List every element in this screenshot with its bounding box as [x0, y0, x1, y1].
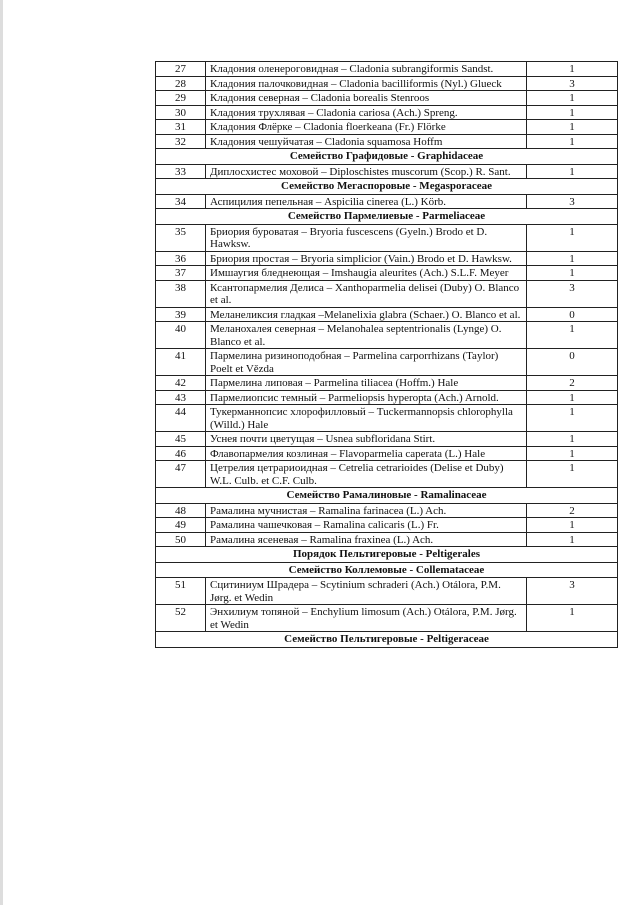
table-row	[156, 432, 618, 447]
table-row	[156, 62, 618, 77]
status-value: 1	[527, 461, 618, 488]
species-name: Ксантопармелия Делиса – Xanthoparmelia delisei (Duby) O. Blanco et al.	[206, 280, 527, 307]
table-row	[156, 266, 618, 281]
row-number: 38	[156, 280, 206, 307]
table-row	[156, 405, 618, 432]
family-header: Семейство Рамалиновые - Ramalinaceae	[156, 488, 618, 504]
family-header: Семейство Коллемовые - Collemataceae	[156, 562, 618, 578]
row-number: 44	[156, 405, 206, 432]
table-row	[156, 605, 618, 632]
row-number: 41	[156, 349, 206, 376]
family-header: Семейство Мегаспоровые - Megasporaceae	[156, 179, 618, 195]
row-number: 43	[156, 390, 206, 405]
row-number: 28	[156, 76, 206, 91]
row-number: 52	[156, 605, 206, 632]
species-name: Аспицилия пепельная – Aspicilia cinerea (L.) Körb.	[206, 194, 527, 209]
row-number: 36	[156, 251, 206, 266]
status-value: 0	[527, 307, 618, 322]
table-body	[156, 62, 618, 648]
species-name: Бриория простая – Bryoria simplicior (Vain.) Brodo et D. Hawksw.	[206, 251, 527, 266]
table-row	[156, 578, 618, 605]
status-value: 1	[527, 134, 618, 149]
species-name: Бриория буроватая – Bryoria fuscescens (Gyeln.) Brodo et D. Hawksw.	[206, 224, 527, 251]
family-header-row	[156, 562, 618, 578]
table-row	[156, 76, 618, 91]
species-name: Флавопармелия козлиная – Flavoparmelia caperata (L.) Hale	[206, 446, 527, 461]
species-name: Кладония Флёрке – Cladonia floerkeana (Fr.) Flörke	[206, 120, 527, 135]
row-number: 51	[156, 578, 206, 605]
table-row	[156, 224, 618, 251]
status-value: 0	[527, 349, 618, 376]
table-row	[156, 390, 618, 405]
status-value: 1	[527, 251, 618, 266]
table-row	[156, 307, 618, 322]
family-header: Порядок Пельтигеровые - Peltigerales	[156, 547, 618, 563]
table-row	[156, 164, 618, 179]
species-name: Кладония северная – Cladonia borealis Stenroos	[206, 91, 527, 106]
status-value: 1	[527, 120, 618, 135]
status-value: 1	[527, 532, 618, 547]
table-row	[156, 91, 618, 106]
status-value: 1	[527, 266, 618, 281]
family-header-row	[156, 179, 618, 195]
status-value: 1	[527, 164, 618, 179]
family-header-row	[156, 209, 618, 225]
row-number: 37	[156, 266, 206, 281]
row-number: 29	[156, 91, 206, 106]
row-number: 46	[156, 446, 206, 461]
row-number: 31	[156, 120, 206, 135]
row-number: 30	[156, 105, 206, 120]
species-name: Кладония палочковидная – Cladonia bacilliformis (Nyl.) Glueck	[206, 76, 527, 91]
status-value: 3	[527, 76, 618, 91]
family-header: Семейство Пельтигеровые - Peltigeraceae	[156, 632, 618, 648]
status-value: 1	[527, 224, 618, 251]
species-name: Рамалина чашечковая – Ramalina calicaris (L.) Fr.	[206, 518, 527, 533]
table-row	[156, 280, 618, 307]
status-value: 1	[527, 405, 618, 432]
row-number: 34	[156, 194, 206, 209]
status-value: 1	[527, 390, 618, 405]
table-row	[156, 446, 618, 461]
table-row	[156, 349, 618, 376]
row-number: 39	[156, 307, 206, 322]
species-name: Кладония оленерогoвидная – Cladonia subrangiformis Sandst.	[206, 62, 527, 77]
species-name: Меланеликсия гладкая –Melanelixia glabra (Schaer.) O. Blanco et al.	[206, 307, 527, 322]
species-name: Кладония чешуйчатая – Cladonia squamosa Hoffm	[206, 134, 527, 149]
species-name: Рамалина ясеневая – Ramalina fraxinea (L.) Ach.	[206, 532, 527, 547]
row-number: 35	[156, 224, 206, 251]
table-row	[156, 134, 618, 149]
row-number: 42	[156, 376, 206, 391]
row-number: 27	[156, 62, 206, 77]
status-value: 1	[527, 91, 618, 106]
scan-edge	[0, 0, 3, 905]
species-name: Диплосхистес моховой – Diploschistes muscorum (Scop.) R. Sant.	[206, 164, 527, 179]
species-name: Уснея почти цветущая – Usnea subfloridana Stirt.	[206, 432, 527, 447]
species-name: Пармелина липовая – Parmelina tiliacea (Hoffm.) Hale	[206, 376, 527, 391]
status-value: 1	[527, 605, 618, 632]
row-number: 49	[156, 518, 206, 533]
species-name: Пармелина ризиноподобная – Parmelina carporrhizans (Taylor) Poelt et Vězda	[206, 349, 527, 376]
table-row	[156, 120, 618, 135]
status-value: 3	[527, 194, 618, 209]
table-row	[156, 322, 618, 349]
family-header-row	[156, 488, 618, 504]
row-number: 47	[156, 461, 206, 488]
table-row	[156, 461, 618, 488]
status-value: 3	[527, 280, 618, 307]
status-value: 3	[527, 578, 618, 605]
species-name: Цетрелия цетрариоидная – Cetrelia cetrarioides (Delise et Duby) W.L. Culb. et C.F. Culb.	[206, 461, 527, 488]
row-number: 50	[156, 532, 206, 547]
status-value: 1	[527, 322, 618, 349]
family-header-row	[156, 149, 618, 165]
species-name: Тукерманнопсис хлорофилловый – Tuckermannopsis chlorophylla (Willd.) Hale	[206, 405, 527, 432]
species-name: Имшаугия бледнеющая – Imshaugia aleurites (Ach.) S.L.F. Meyer	[206, 266, 527, 281]
table-row	[156, 376, 618, 391]
family-header: Семейство Пармелиевые - Parmeliaceae	[156, 209, 618, 225]
species-name: Пармелиопсис темный – Parmeliopsis hyperopta (Ach.) Arnold.	[206, 390, 527, 405]
status-value: 1	[527, 105, 618, 120]
status-value: 2	[527, 503, 618, 518]
lichen-species-table	[155, 61, 618, 648]
family-header: Семейство Графидовые - Graphidaceae	[156, 149, 618, 165]
family-header-row	[156, 632, 618, 648]
family-header-row	[156, 547, 618, 563]
row-number: 48	[156, 503, 206, 518]
status-value: 1	[527, 446, 618, 461]
status-value: 1	[527, 432, 618, 447]
table-row	[156, 251, 618, 266]
row-number: 45	[156, 432, 206, 447]
table-row	[156, 105, 618, 120]
table-row	[156, 518, 618, 533]
species-name: Сцитиниум Шрадера – Scytinium schraderi (Ach.) Otálora, P.M. Jørg. et Wedin	[206, 578, 527, 605]
row-number: 33	[156, 164, 206, 179]
table-row	[156, 532, 618, 547]
species-name: Меланохалея северная – Melanohalea septentrionalis (Lynge) O. Blanco et al.	[206, 322, 527, 349]
row-number: 40	[156, 322, 206, 349]
species-name: Кладония трухлявая – Cladonia cariosa (Ach.) Spreng.	[206, 105, 527, 120]
species-name: Энхилиум топяной – Enchylium limosum (Ach.) Otálora, P.M. Jørg. et Wedin	[206, 605, 527, 632]
table-row	[156, 503, 618, 518]
species-name: Рамалина мучнистая – Ramalina farinacea (L.) Ach.	[206, 503, 527, 518]
status-value: 2	[527, 376, 618, 391]
status-value: 1	[527, 518, 618, 533]
row-number: 32	[156, 134, 206, 149]
table-row	[156, 194, 618, 209]
status-value: 1	[527, 62, 618, 77]
